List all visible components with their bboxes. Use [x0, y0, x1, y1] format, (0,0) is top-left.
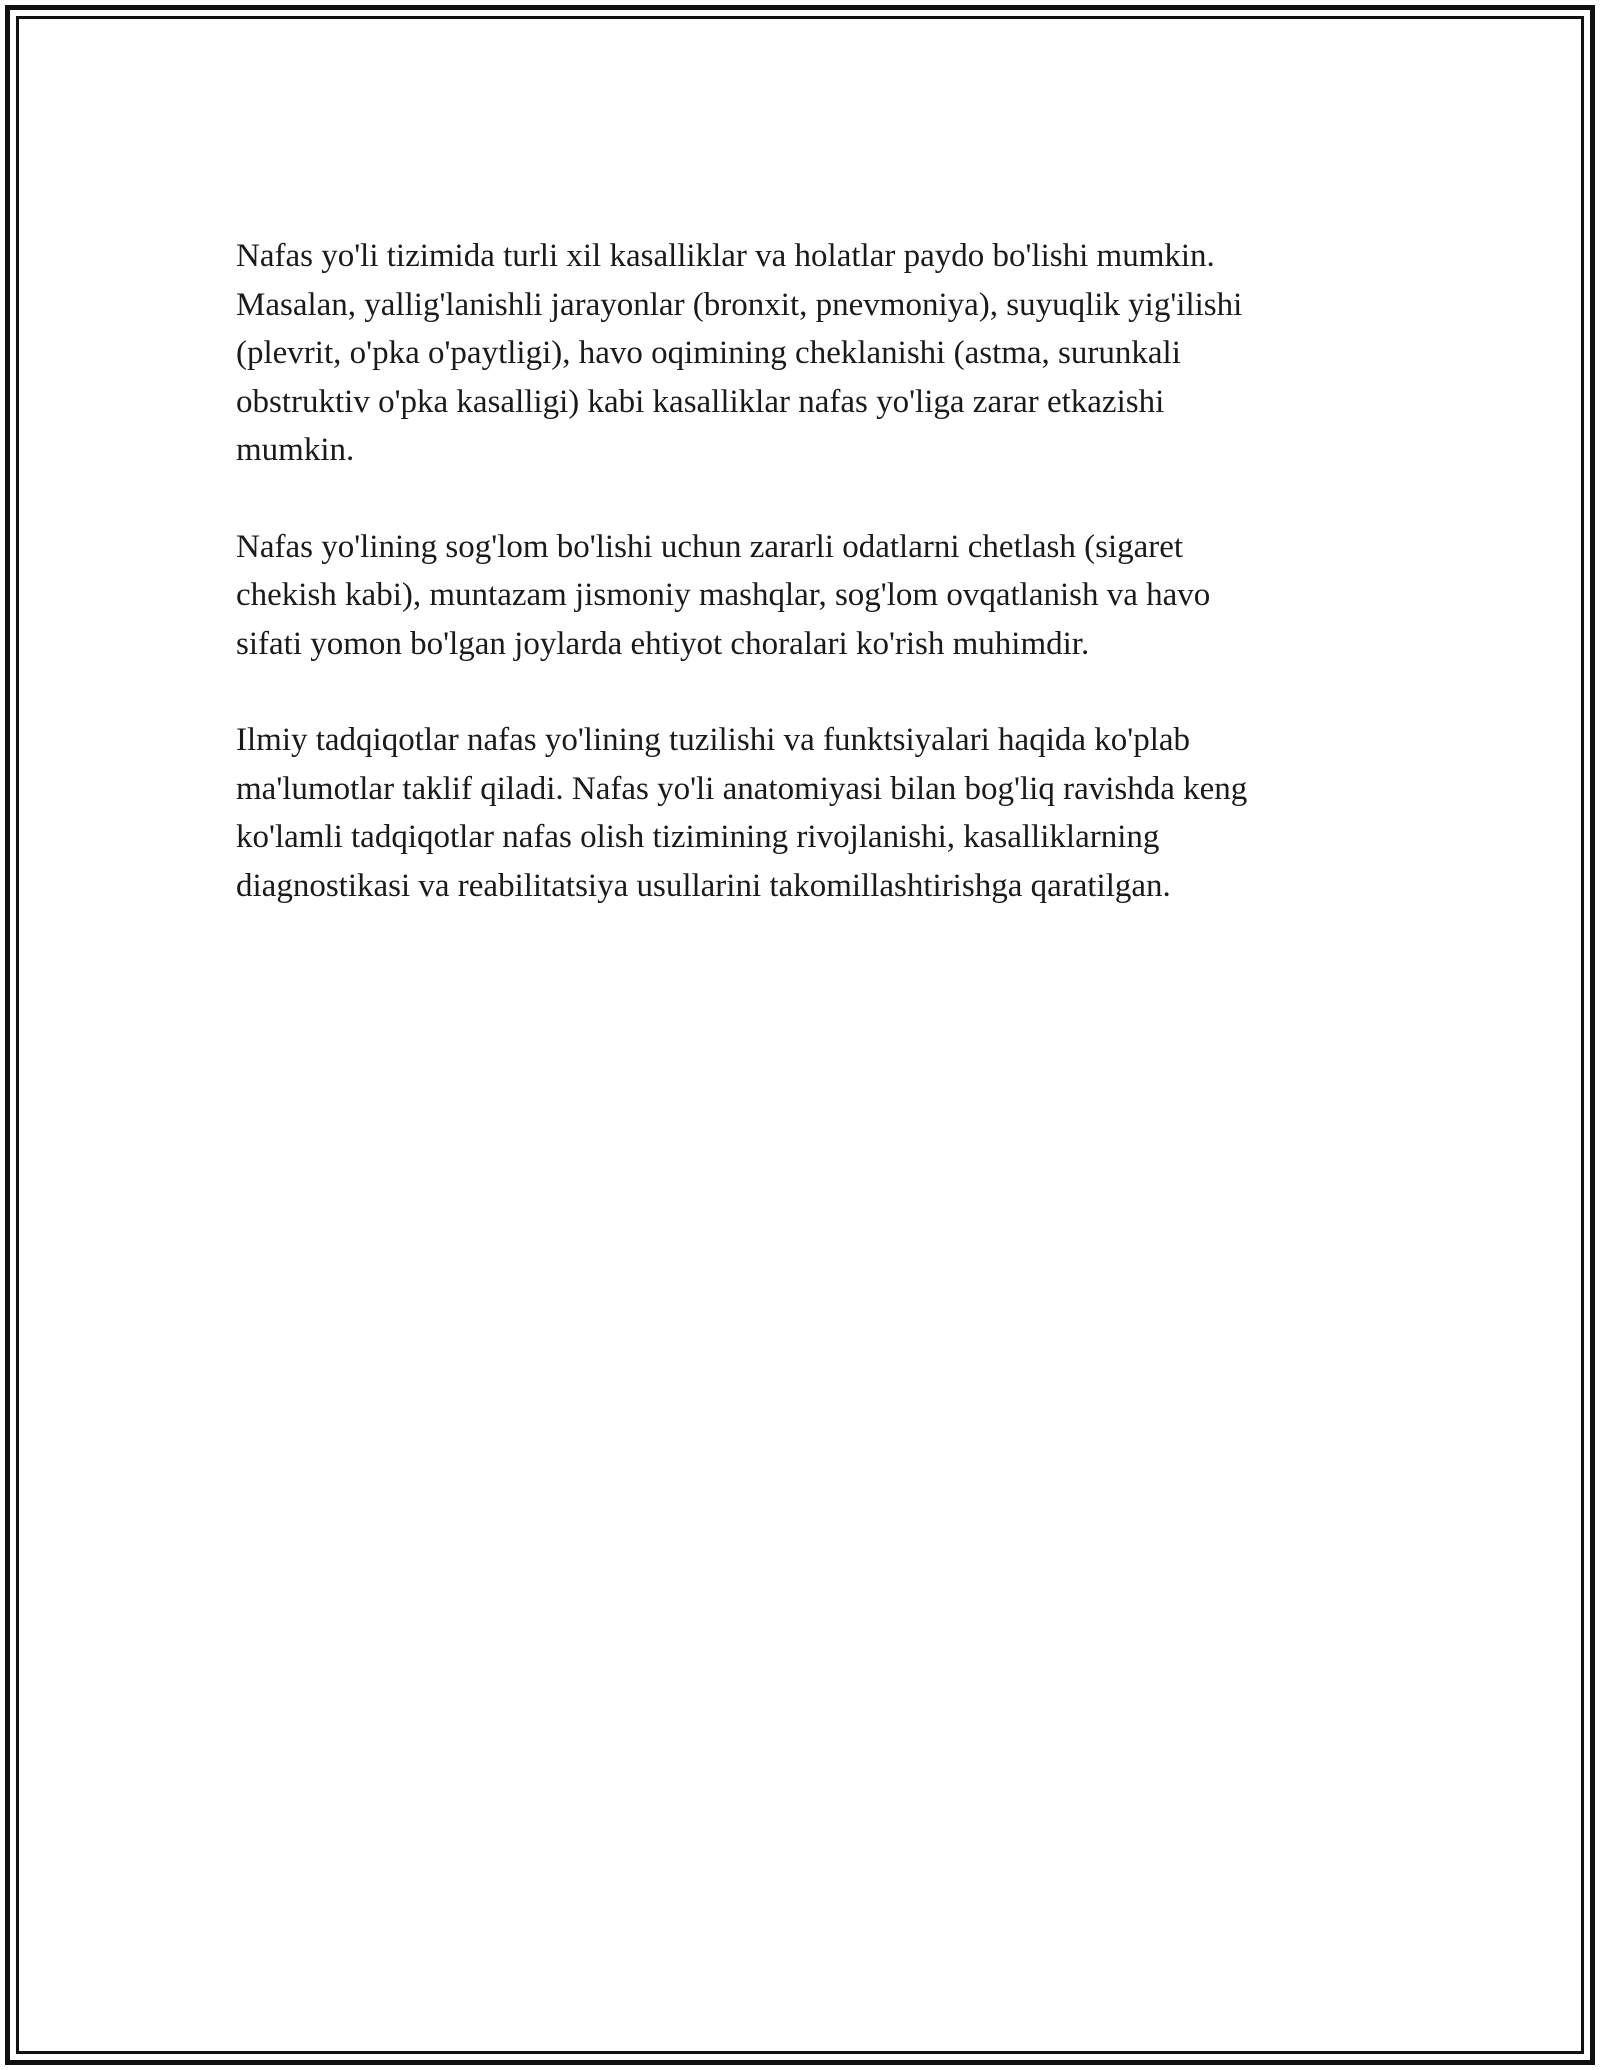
- paragraph-healthy-habits: [236, 523, 1376, 669]
- text-line: chekish kabi), muntazam jismoniy mashqlar, sog'lom ovqatlanish va havo: [236, 577, 1211, 613]
- text-line: Masalan, yallig'lanishli jarayonlar (bronxit, pnevmoniya), suyuqlik yig'ilishi: [236, 286, 1243, 323]
- paragraph-respiratory-diseases: [236, 232, 1376, 475]
- text-line: Nafas yo'li tizimida turli xil kasalliklar va holatlar paydo bo'lishi mumkin.: [236, 238, 1215, 274]
- paragraph-scientific-research: [236, 716, 1376, 910]
- document-body: [236, 232, 1376, 958]
- text-line: mumkin.: [236, 432, 355, 468]
- text-line: Nafas yo'lining sog'lom bo'lishi uchun zararli odatlarni chetlash (sigaret: [236, 528, 1184, 565]
- text-line: (plevrit, o'pka o'paytligi), havo oqimining cheklanishi (astma, surunkali: [236, 335, 1181, 371]
- text-line: ko'lamli tadqiqotlar nafas olish tizimining rivojlanishi, kasalliklarning: [236, 819, 1160, 855]
- text-line: ma'lumotlar taklif qiladi. Nafas yo'li anatomiyasi bilan bog'liq ravishda keng: [236, 770, 1248, 807]
- text-line: obstruktiv o'pka kasalligi) kabi kasalliklar nafas yo'liga zarar etkazishi: [236, 383, 1165, 420]
- text-line: diagnostikasi va reabilitatsiya usullarini takomillashtirishga qaratilgan.: [236, 867, 1171, 904]
- text-line: Ilmiy tadqiqotlar nafas yo'lining tuzilishi va funktsiyalari haqida ko'plab: [236, 722, 1191, 758]
- text-line: sifati yomon bo'lgan joylarda ehtiyot choralari ko'rish muhimdir.: [236, 625, 1090, 662]
